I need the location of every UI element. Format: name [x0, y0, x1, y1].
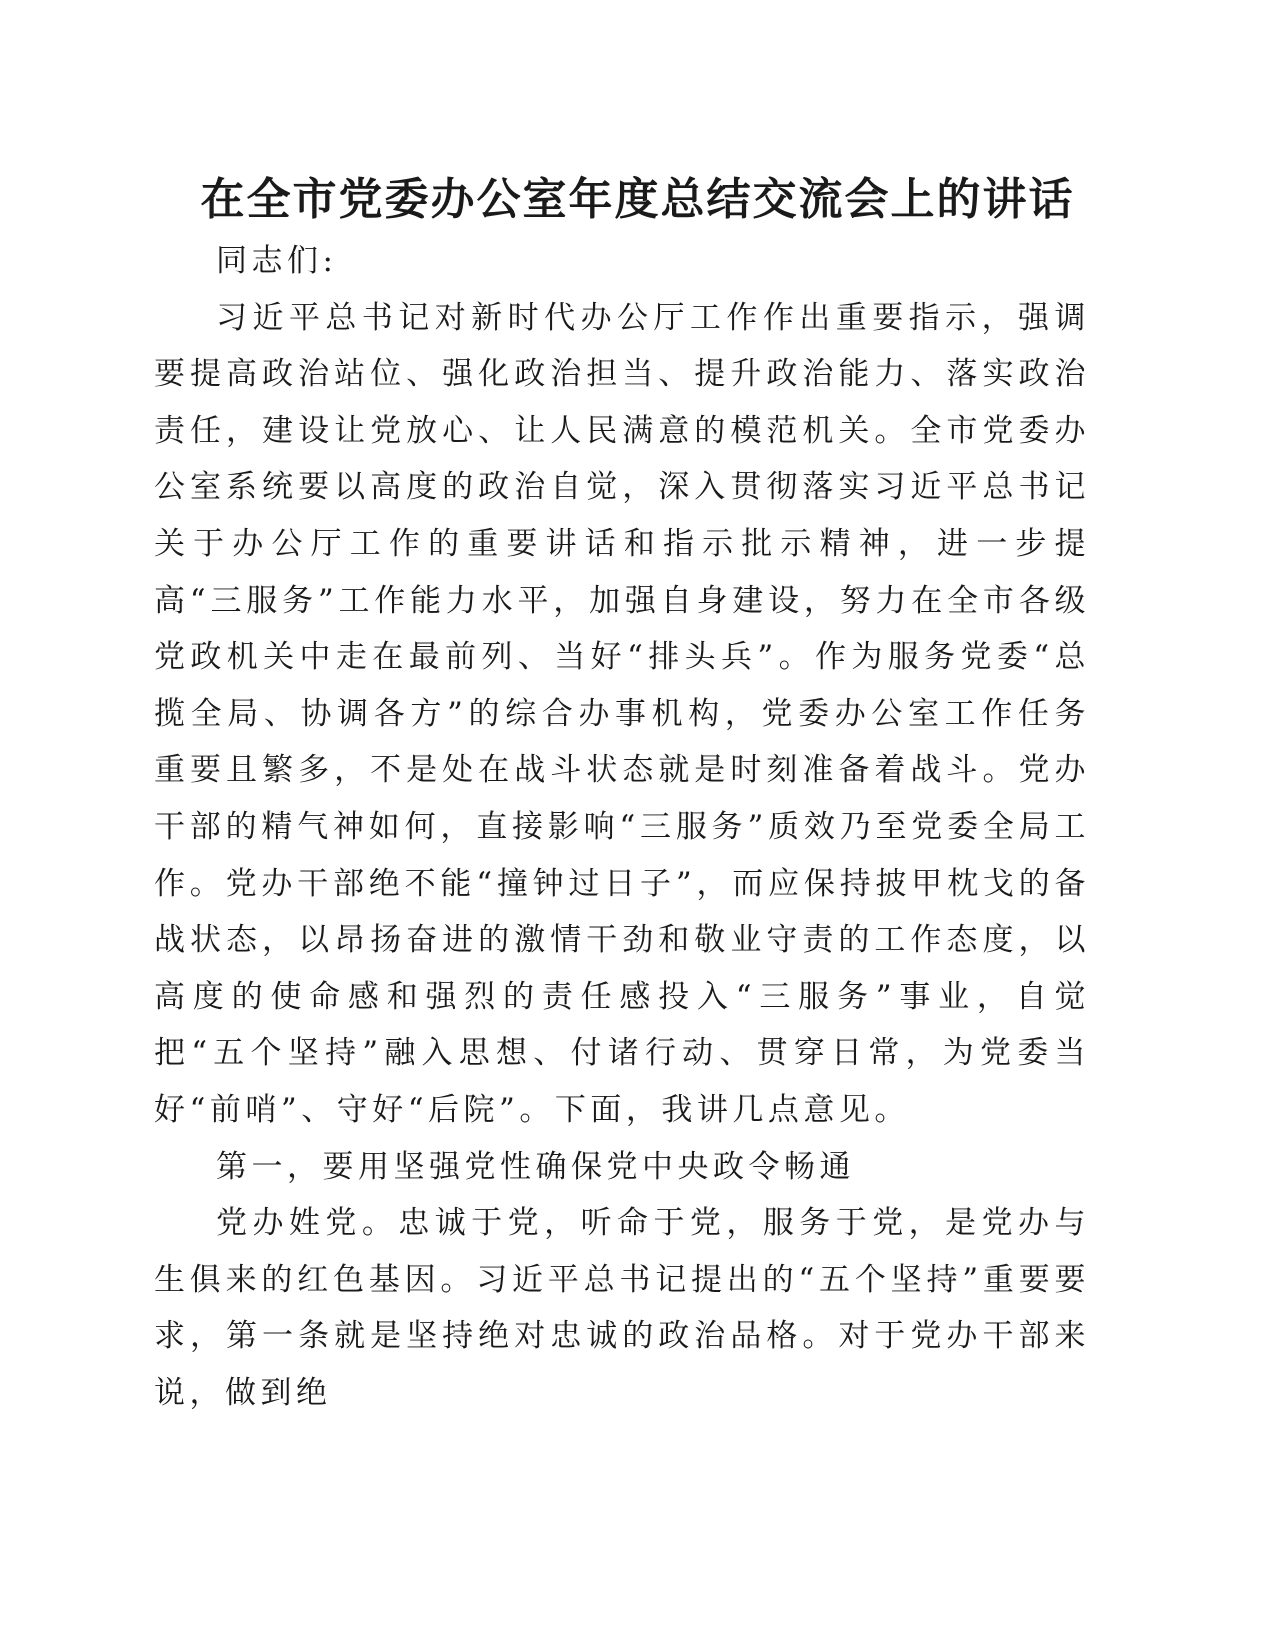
section-paragraph: 党办姓党。忠诚于党，听命于党，服务于党，是党办与生俱来的红色基因。习近平总书记提出的“五个坚持”重要要求，第一条就是坚持绝对忠诚的政治品格。对于党办干部来说，做到绝	[154, 1205, 1090, 1411]
document-title: 在全市党委办公室年度总结交流会上的讲话	[200, 174, 1075, 225]
salutation: 同志们:	[216, 243, 338, 279]
section-heading: 第一，要用坚强党性确保党中央政令畅通	[216, 1148, 855, 1185]
document-body	[154, 233, 1090, 1421]
intro-paragraph: 习近平总书记对新时代办公厅工作作出重要指示，强调要提高政治站位、强化政治担当、提升政治能力、落实政治责任，建设让党放心、让人民满意的模范机关。全市党委办公室系统要以高度的政治自觉，深入贯彻落实习近平总书记关于办公厅工作的重要讲话和指示批示精神，进一步提高“三服务”工作能力水平，加强自身建设，努力在全市各级党政机关中走在最前列、当好“排头兵”。作为服务党委“总揽全局、协调各方”的综合办事机构，党委办公室工作任务重要且繁多，不是处在战斗状态就是时刻准备着战斗。党办干部的精气神如何，直接影响“三服务”质效乃至党委全局工作。党办干部绝不能“撞钟过日子”，而应保持披甲枕戈的备战状态，以昂扬奋进的激情干劲和敬业守责的工作态度，以高度的使命感和强烈的责任感投入“三服务”事业，自觉把“五个坚持”融入思想、付诸行动、贯穿日常，为党委当好“前哨”、守好“后院”。下面，我讲几点意见。	[154, 299, 1090, 1128]
